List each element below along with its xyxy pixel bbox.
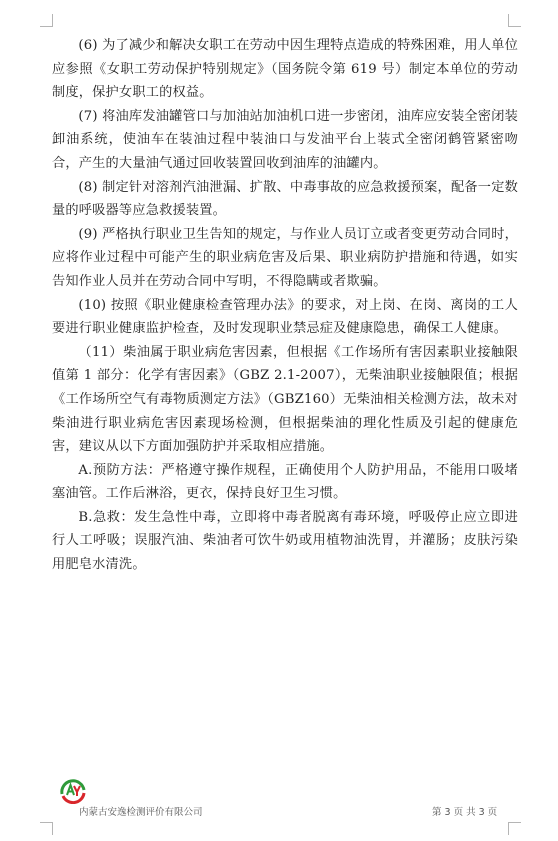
crop-mark-bottom-left [40,822,53,835]
crop-mark-top-right [508,14,521,27]
crop-mark-bottom-right [508,822,521,835]
footer-company-name: 内蒙古安逸检测评价有限公司 [79,807,203,818]
paragraph-6: (6) 为了减少和解决女职工在劳动中因生理特点造成的特殊困难，用人单位应参照《女职工劳动保护特别规定》（国务院令第 619 号）制定本单位的劳动制度，保护女职工的权益。 [52,38,518,101]
paragraph-prevention: A.预防方法：严格遵守操作规程，正确使用个人防护用品，不能用口吸堵塞油管。工作后淋浴，更衣，保持良好卫生习惯。 [52,462,518,502]
paragraph-9: (9) 严格执行职业卫生告知的规定，与作业人员订立或者变更劳动合同时，应将作业过程中可能产生的职业病危害及后果、职业病防护措施和待遇，如实告知作业人员并在劳动合同中写明，不得隐瞒或者欺骗。 [52,226,518,289]
crop-mark-top-left [40,14,53,27]
paragraph-first-aid: B.急救：发生急性中毒，立即将中毒者脱离有毒环境，呼吸停止应立即进行人工呼吸；误服汽油、柴油者可饮牛奶或用植物油洗胃，并灌肠；皮肤污染用肥皂水清洗。 [52,509,518,573]
company-logo-icon [58,776,88,804]
paragraph-11: （11）柴油属于职业病危害因素，但根据《工作场所有害因素职业接触限值第 1 部分：化学有害因素》（GBZ 2.1-2007），无柴油职业接触限值；根据《工作场所空气有毒物质测定方法》（GBZ160）无柴油相关检测方法，故未对柴油进行职业病危害因素现场检测，但根据柴油的理化性质及引起的健康危害，建议从以下方面加强防护并采取相应措施。 [52,344,518,455]
paragraph-10: (10) 按照《职业健康检查管理办法》的要求，对上岗、在岗、离岗的工人要进行职业健康监护检查，及时发现职业禁忌症及健康隐患，确保工人健康。 [52,297,518,337]
paragraph-8: (8) 制定针对溶剂汽油泄漏、扩散、中毒事故的应急救援预案，配备一定数量的呼吸器等应急救援装置。 [52,179,518,219]
footer-page-number: 第 3 页 共 3 页 [432,807,498,818]
body-text [52,34,518,577]
paragraph-7: (7) 将油库发油罐管口与加油站加油机口进一步密闭，油库应安装全密闭装卸油系统，使油车在装油过程中装油口与发油平台上装式全密闭鹤管紧密吻合，产生的大量油气通过回收装置回收到油库的油罐内。 [52,108,518,171]
